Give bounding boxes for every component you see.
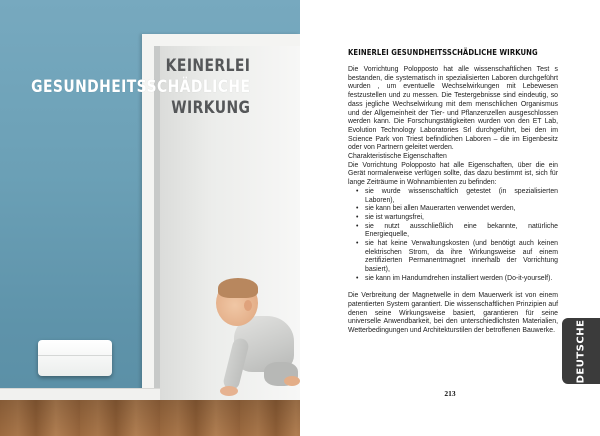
paragraph-intro: Die Vorrichtung Polopposto hat alle wissenschaftlichen Test s bestanden, die systematisch in spezialisierten Laboren durchgeführt wurden , um eventuelle Wechselwirkungen mit Lebewesen festzustellen und zu messen. Die Testergebnisse sind eindeutig, so dass jegliche Wechselwirkung mit dem menschlichen Organismus und der Allgemeinheit der Tier- und Pflanzenzellen ausgeschlossen werden kann. Die Forschungstätigkeiten wurden von den ET Lab, Evolution Technology Laboratories Srl durchgeführt, bei den im Science Park von Triest befindlichen Laboren – die im Eigenbesitz oder von Partnern geleitet werden. bbox=[348, 66, 558, 152]
page-title bbox=[31, 56, 250, 119]
paragraph-features: Die Vorrichtung Polopposto hat alle Eigenschaften, über die ein Gerät normalerweise verfügen sollte, das dazu bestimmt ist, sich für lange Zeiträume in Wohnambienten zu befinden: bbox=[348, 161, 558, 187]
section-heading: KEINERLEI GESUNDHEITSSCHÄDLICHE WIRKUNG bbox=[348, 48, 538, 57]
feature-list bbox=[356, 188, 558, 284]
device-seam bbox=[38, 355, 112, 356]
right-page-text bbox=[300, 0, 600, 436]
floor-shadow bbox=[0, 400, 300, 436]
list-item: • sie hat keine Verwaltungskosten (und benötigt auch keinen elektrischen Strom, da ihre Wirkungsweise auf einem zertifizierten Permanentmagnet innerhalb der Vorrichtung basiert), bbox=[356, 240, 558, 275]
list-item: • sie nutzt ausschließlich eine bekannte, natürliche Energiequelle, bbox=[356, 223, 558, 240]
spacer bbox=[348, 284, 558, 293]
baby-hand bbox=[220, 386, 238, 396]
baby-foot bbox=[284, 376, 300, 386]
list-item: • sie ist wartungsfrei, bbox=[356, 214, 558, 223]
polopposto-device bbox=[38, 340, 112, 376]
baby-ear bbox=[244, 300, 252, 311]
language-tab-label bbox=[562, 318, 600, 384]
crawling-baby bbox=[200, 278, 300, 402]
title-line-2: GESUNDHEITSSCHÄDLICHE bbox=[30, 77, 250, 97]
title-line-3: WIRKUNG bbox=[170, 98, 250, 118]
list-item: • sie kann im Handumdrehen installiert werden (Do-it-yourself). bbox=[356, 275, 558, 284]
list-item: • sie wurde wissenschaftlich getestet (in spezialisierten Laboren), bbox=[356, 188, 558, 205]
list-item: • sie kann bei allen Mauerarten verwendet werden, bbox=[356, 205, 558, 214]
page-number: 213 bbox=[444, 389, 456, 398]
title-line-1: KEINERLEI bbox=[165, 56, 250, 76]
language-tab-text: DEUTSCHE bbox=[575, 319, 587, 383]
paragraph-magnetwave: Die Verbreitung der Magnetwelle in dem Mauerwerk ist von einem patentierten System garantiert. Die wissenschaftlichen Prinzipien auf denen seine Wirkungsweise basiert, garantieren für seine universelle Anwendbarkeit, bei den unterschiedlichsten Materialien, Wetterbedingungen und Architekturstilen der betroffenen Bauwerke. bbox=[348, 292, 558, 335]
body-text bbox=[348, 66, 558, 336]
paragraph-features-title: Charakteristische Eigenschaften bbox=[348, 153, 447, 161]
baby-hair bbox=[218, 278, 258, 298]
